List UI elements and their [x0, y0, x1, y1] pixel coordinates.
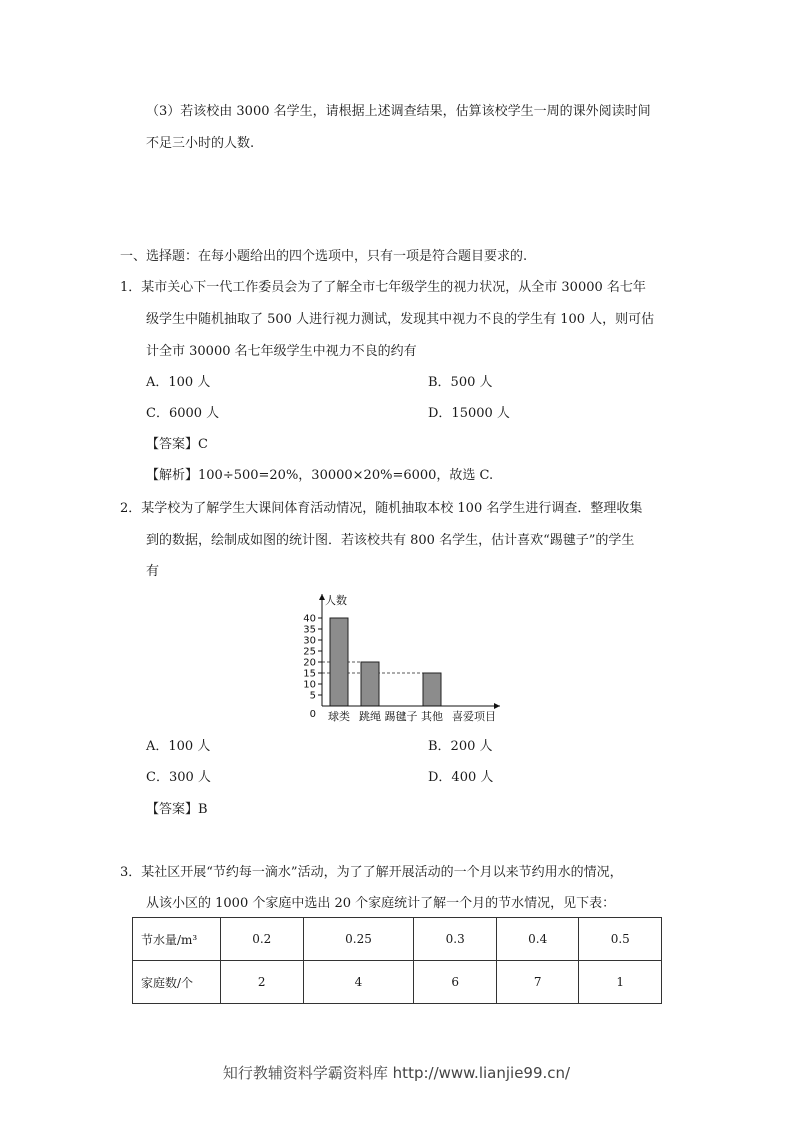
table-row-header: 节水量/m³	[133, 918, 221, 961]
chart-y-tick-label: 20	[303, 657, 316, 669]
chart-x-tick-label: 跳绳	[359, 710, 381, 723]
q1-answer: 【答案】C	[146, 437, 208, 452]
q3-line1: 3．某社区开展“节约每一滴水”活动，为了了解开展活动的一个月以来节约用水的情况，	[120, 865, 623, 880]
chart-y-tick-label: 40	[303, 613, 316, 625]
q2-line3: 有	[146, 564, 160, 579]
table-cell: 0.4	[496, 918, 579, 961]
chart-x-axis-label: 喜爱项目	[452, 710, 496, 723]
chart-bar	[361, 662, 379, 706]
table-row	[133, 961, 662, 1004]
chart-x-tick-label: 踢毽子	[384, 710, 418, 723]
chart-y-tick-label: 25	[303, 646, 316, 658]
q1-option-d: D．15000 人	[428, 406, 510, 421]
section-heading: 一、选择题：在每小题给出的四个选项中，只有一项是符合题目要求的.	[120, 249, 528, 264]
water-saving-table	[132, 917, 662, 1004]
q2-option-b: B．200 人	[428, 739, 493, 754]
q2-line1: 2．某学校为了解学生大课间体育活动情况，随机抽取本校 100 名学生进行调查．整理收集	[120, 501, 643, 516]
q1-option-b: B．500 人	[428, 375, 493, 390]
chart-y-tick-label: 15	[303, 668, 316, 680]
chart-x-tick-label: 其他	[421, 710, 443, 723]
table-cell: 1	[579, 961, 662, 1004]
q2-option-d: D．400 人	[428, 770, 494, 785]
q1-analysis: 【解析】100÷500=20%，30000×20%=6000，故选 C.	[146, 468, 494, 483]
chart-y-tick-label: 30	[303, 635, 316, 647]
chart-x-axis-arrow	[494, 703, 500, 709]
chart-bar	[423, 673, 441, 706]
chart-y-tick-label: 10	[303, 679, 316, 691]
q2-option-a: A．100 人	[146, 739, 211, 754]
chart-y-tick-label: 0	[309, 709, 316, 720]
table-cell: 6	[414, 961, 497, 1004]
q3-part3-line2: 不足三小时的人数.	[146, 136, 255, 151]
table-cell: 2	[221, 961, 304, 1004]
q1-line3: 计全市 30000 名七年级学生中视力不良的约有	[146, 344, 417, 359]
q3-part3-line1: （3）若该校由 3000 名学生，请根据上述调查结果，估算该校学生一周的课外阅读时间	[146, 104, 651, 119]
chart-y-tick-label: 5	[309, 690, 316, 702]
table-row-header: 家庭数/个	[133, 961, 221, 1004]
q1-option-c: C．6000 人	[146, 406, 220, 421]
chart-x-tick-label: 球类	[328, 710, 350, 723]
chart-bar	[330, 618, 348, 706]
table-cell: 0.25	[303, 918, 414, 961]
chart-y-axis-label: 人数	[325, 594, 347, 607]
q1-option-a: A．100 人	[146, 375, 211, 390]
table-cell: 4	[303, 961, 414, 1004]
q2-line2: 到的数据，绘制成如图的统计图．若该校共有 800 名学生，估计喜欢“踢毽子”的学生	[146, 533, 635, 548]
chart-y-tick-label: 35	[303, 624, 316, 636]
footer-watermark: 知行教辅资料学霸资料库 http://www.lianjie99.cn/	[222, 1064, 571, 1082]
q3-line2: 从该小区的 1000 个家庭中选出 20 个家庭统计了解一个月的节水情况，见下表：	[146, 896, 616, 911]
q1-line1: 1．某市关心下一代工作委员会为了了解全市七年级学生的视力状况，从全市 30000 名七年	[120, 280, 646, 295]
q2-option-c: C．300 人	[146, 770, 211, 785]
table-cell: 0.5	[579, 918, 662, 961]
table-cell: 0.2	[221, 918, 304, 961]
table-cell: 0.3	[414, 918, 497, 961]
table-cell: 7	[496, 961, 579, 1004]
q1-line2: 级学生中随机抽取了 500 人进行视力测试，发现其中视力不良的学生有 100 人，则可估	[146, 312, 655, 327]
q2-answer: 【答案】B	[146, 802, 208, 817]
bar-chart	[295, 588, 510, 728]
table-row	[133, 918, 662, 961]
